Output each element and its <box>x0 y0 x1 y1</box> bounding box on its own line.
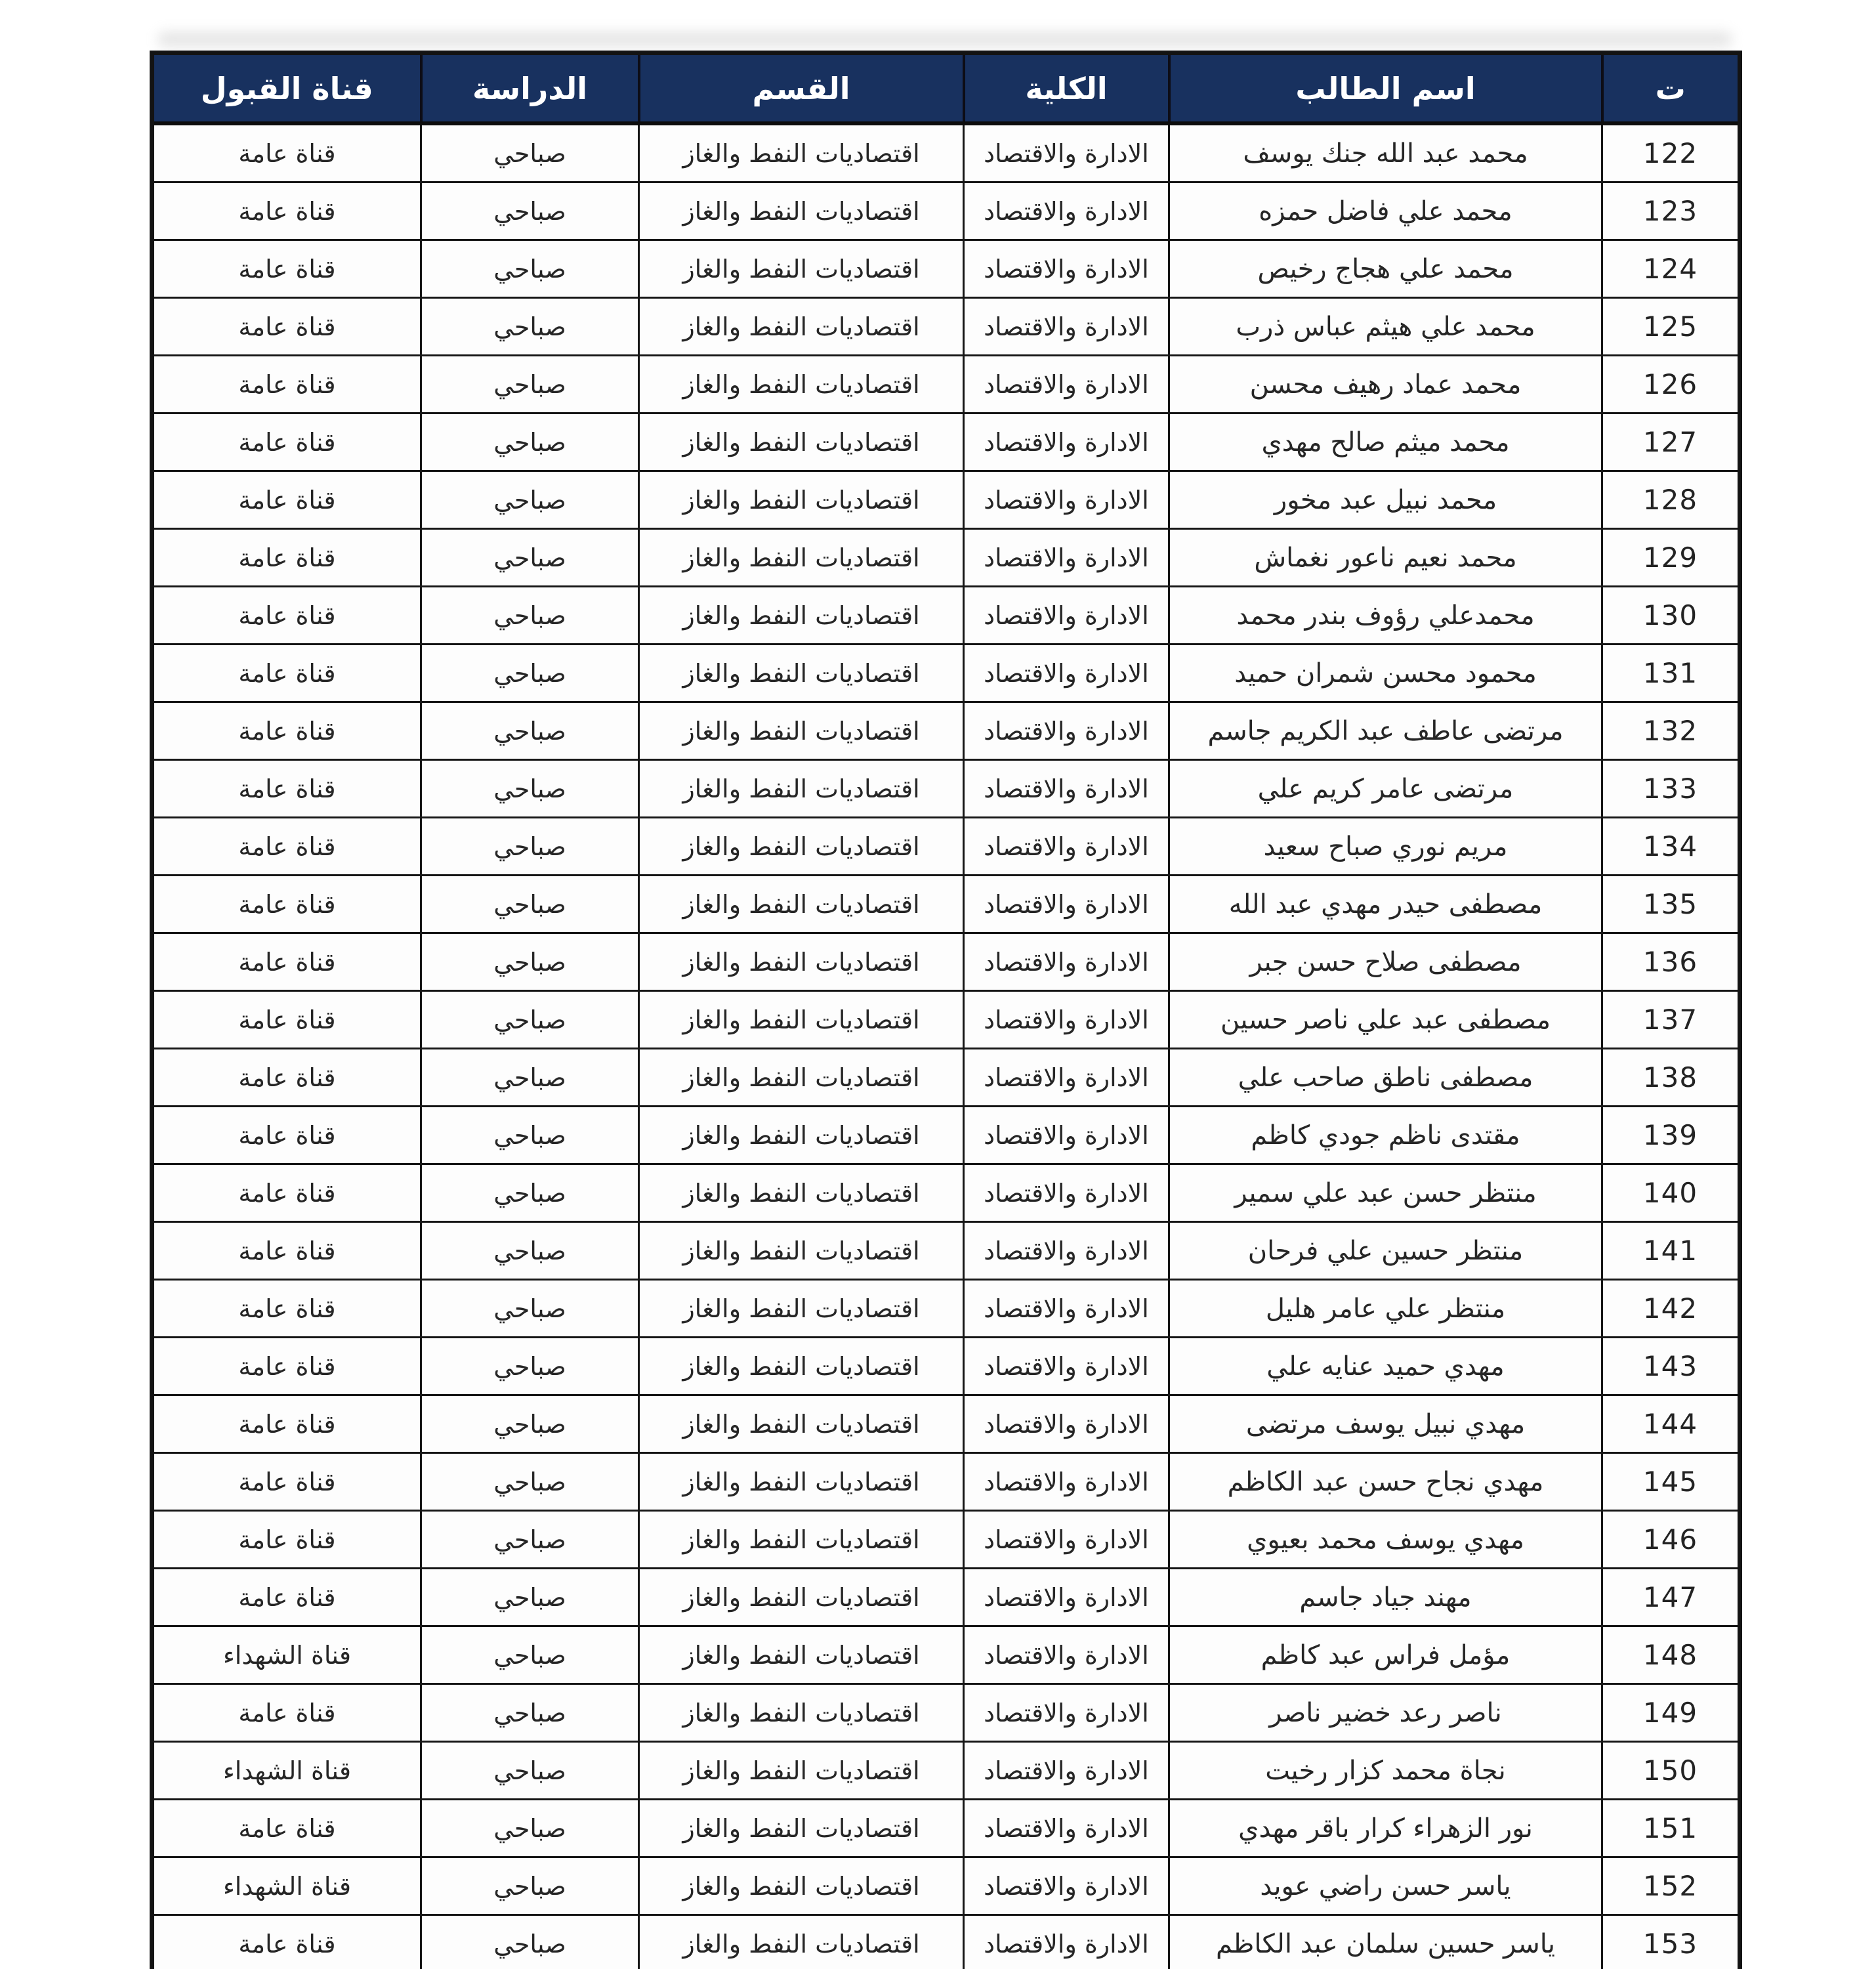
college-cell: الادارة والاقتصاد <box>964 1107 1169 1164</box>
table-row <box>152 1338 1740 1395</box>
admission-channel-cell: قناة عامة <box>152 1684 421 1742</box>
college-cell: الادارة والاقتصاد <box>964 1049 1169 1107</box>
department-cell: اقتصاديات النفط والغاز <box>639 529 964 587</box>
row-index-cell: 149 <box>1602 1684 1740 1742</box>
department-cell: اقتصاديات النفط والغاز <box>639 1164 964 1222</box>
admission-channel-cell: قناة عامة <box>152 413 421 471</box>
college-cell: الادارة والاقتصاد <box>964 933 1169 991</box>
table-row <box>152 1857 1740 1915</box>
study-cell: صباحي <box>421 1280 639 1338</box>
department-cell: اقتصاديات النفط والغاز <box>639 645 964 702</box>
college-cell: الادارة والاقتصاد <box>964 1280 1169 1338</box>
row-index-cell: 124 <box>1602 240 1740 298</box>
department-cell: اقتصاديات النفط والغاز <box>639 1280 964 1338</box>
row-index-cell: 129 <box>1602 529 1740 587</box>
college-cell: الادارة والاقتصاد <box>964 123 1169 182</box>
row-index-cell: 148 <box>1602 1626 1740 1684</box>
student-name-cell: مهدي يوسف محمد بعيوي <box>1169 1511 1602 1569</box>
table-row <box>152 1511 1740 1569</box>
student-name-cell: مصطفى عبد علي ناصر حسين <box>1169 991 1602 1049</box>
study-cell: صباحي <box>421 182 639 240</box>
study-cell: صباحي <box>421 356 639 413</box>
department-cell: اقتصاديات النفط والغاز <box>639 1800 964 1857</box>
student-name-cell: مهند جياد جاسم <box>1169 1569 1602 1626</box>
department-cell: اقتصاديات النفط والغاز <box>639 298 964 356</box>
admission-channel-cell: قناة عامة <box>152 818 421 876</box>
row-index-cell: 130 <box>1602 587 1740 645</box>
study-cell: صباحي <box>421 240 639 298</box>
study-cell: صباحي <box>421 1338 639 1395</box>
department-cell: اقتصاديات النفط والغاز <box>639 1742 964 1800</box>
study-cell: صباحي <box>421 587 639 645</box>
college-cell: الادارة والاقتصاد <box>964 876 1169 933</box>
row-index-cell: 126 <box>1602 356 1740 413</box>
row-index-cell: 151 <box>1602 1800 1740 1857</box>
admission-channel-cell: قناة عامة <box>152 1511 421 1569</box>
table-body <box>152 123 1740 1969</box>
student-name-cell: محمد علي فاضل حمزه <box>1169 182 1602 240</box>
row-index-cell: 144 <box>1602 1395 1740 1453</box>
table-row <box>152 298 1740 356</box>
department-cell: اقتصاديات النفط والغاز <box>639 1857 964 1915</box>
row-index-cell: 122 <box>1602 123 1740 182</box>
study-cell: صباحي <box>421 1569 639 1626</box>
row-index-cell: 146 <box>1602 1511 1740 1569</box>
study-cell: صباحي <box>421 1453 639 1511</box>
student-name-cell: مرتضى عامر كريم علي <box>1169 760 1602 818</box>
row-index-cell: 128 <box>1602 471 1740 529</box>
college-cell: الادارة والاقتصاد <box>964 1338 1169 1395</box>
college-cell: الادارة والاقتصاد <box>964 587 1169 645</box>
admission-channel-cell: قناة عامة <box>152 1338 421 1395</box>
study-cell: صباحي <box>421 1626 639 1684</box>
college-cell: الادارة والاقتصاد <box>964 1800 1169 1857</box>
study-cell: صباحي <box>421 1915 639 1969</box>
row-index-cell: 150 <box>1602 1742 1740 1800</box>
table-row <box>152 471 1740 529</box>
table-row <box>152 529 1740 587</box>
row-index-cell: 140 <box>1602 1164 1740 1222</box>
header-study: الدراسة <box>421 53 639 124</box>
college-cell: الادارة والاقتصاد <box>964 298 1169 356</box>
row-index-cell: 139 <box>1602 1107 1740 1164</box>
department-cell: اقتصاديات النفط والغاز <box>639 1453 964 1511</box>
row-index-cell: 153 <box>1602 1915 1740 1969</box>
table-row <box>152 1684 1740 1742</box>
table-row <box>152 182 1740 240</box>
table-row <box>152 413 1740 471</box>
study-cell: صباحي <box>421 991 639 1049</box>
row-index-cell: 135 <box>1602 876 1740 933</box>
student-name-cell: مهدي حميد عنايه علي <box>1169 1338 1602 1395</box>
table-row <box>152 356 1740 413</box>
row-index-cell: 132 <box>1602 702 1740 760</box>
admission-channel-cell: قناة عامة <box>152 529 421 587</box>
student-name-cell: منتظر حسن عبد علي سمير <box>1169 1164 1602 1222</box>
department-cell: اقتصاديات النفط والغاز <box>639 1915 964 1969</box>
study-cell: صباحي <box>421 413 639 471</box>
student-name-cell: محمد علي هجاج رخيص <box>1169 240 1602 298</box>
study-cell: صباحي <box>421 529 639 587</box>
row-index-cell: 131 <box>1602 645 1740 702</box>
student-name-cell: محمد عبد الله جنك يوسف <box>1169 123 1602 182</box>
admission-channel-cell: قناة عامة <box>152 298 421 356</box>
study-cell: صباحي <box>421 645 639 702</box>
college-cell: الادارة والاقتصاد <box>964 991 1169 1049</box>
study-cell: صباحي <box>421 1395 639 1453</box>
student-name-cell: مهدي نبيل يوسف مرتضى <box>1169 1395 1602 1453</box>
row-index-cell: 147 <box>1602 1569 1740 1626</box>
row-index-cell: 143 <box>1602 1338 1740 1395</box>
header-department: القسم <box>639 53 964 124</box>
department-cell: اقتصاديات النفط والغاز <box>639 933 964 991</box>
college-cell: الادارة والاقتصاد <box>964 1395 1169 1453</box>
admission-channel-cell: قناة عامة <box>152 760 421 818</box>
student-name-cell: ياسر حسين سلمان عبد الكاظم <box>1169 1915 1602 1969</box>
department-cell: اقتصاديات النفط والغاز <box>639 587 964 645</box>
admission-channel-cell: قناة عامة <box>152 1107 421 1164</box>
table-header-row <box>152 53 1740 124</box>
department-cell: اقتصاديات النفط والغاز <box>639 1107 964 1164</box>
department-cell: اقتصاديات النفط والغاز <box>639 471 964 529</box>
college-cell: الادارة والاقتصاد <box>964 760 1169 818</box>
student-name-cell: ياسر حسن راضي عويد <box>1169 1857 1602 1915</box>
header-college: الكلية <box>964 53 1169 124</box>
college-cell: الادارة والاقتصاد <box>964 645 1169 702</box>
college-cell: الادارة والاقتصاد <box>964 1164 1169 1222</box>
row-index-cell: 123 <box>1602 182 1740 240</box>
student-name-cell: محمود محسن شمران حميد <box>1169 645 1602 702</box>
student-name-cell: مرتضى عاطف عبد الكريم جاسم <box>1169 702 1602 760</box>
student-name-cell: منتظر حسين علي فرحان <box>1169 1222 1602 1280</box>
college-cell: الادارة والاقتصاد <box>964 1453 1169 1511</box>
admission-channel-cell: قناة عامة <box>152 702 421 760</box>
study-cell: صباحي <box>421 1049 639 1107</box>
row-index-cell: 142 <box>1602 1280 1740 1338</box>
scan-artifact <box>157 32 1732 47</box>
row-index-cell: 145 <box>1602 1453 1740 1511</box>
department-cell: اقتصاديات النفط والغاز <box>639 413 964 471</box>
study-cell: صباحي <box>421 298 639 356</box>
admission-channel-cell: قناة عامة <box>152 1569 421 1626</box>
table-row <box>152 818 1740 876</box>
table-row <box>152 1915 1740 1969</box>
admission-channel-cell: قناة عامة <box>152 1915 421 1969</box>
table-row <box>152 1107 1740 1164</box>
college-cell: الادارة والاقتصاد <box>964 413 1169 471</box>
row-index-cell: 133 <box>1602 760 1740 818</box>
college-cell: الادارة والاقتصاد <box>964 240 1169 298</box>
table-row <box>152 1395 1740 1453</box>
study-cell: صباحي <box>421 1684 639 1742</box>
row-index-cell: 125 <box>1602 298 1740 356</box>
table-row <box>152 1222 1740 1280</box>
student-name-cell: محمد نبيل عبد مخور <box>1169 471 1602 529</box>
admission-channel-cell: قناة عامة <box>152 182 421 240</box>
department-cell: اقتصاديات النفط والغاز <box>639 1395 964 1453</box>
study-cell: صباحي <box>421 876 639 933</box>
college-cell: الادارة والاقتصاد <box>964 1915 1169 1969</box>
study-cell: صباحي <box>421 1742 639 1800</box>
study-cell: صباحي <box>421 760 639 818</box>
department-cell: اقتصاديات النفط والغاز <box>639 1684 964 1742</box>
student-name-cell: مصطفى صلاح حسن جبر <box>1169 933 1602 991</box>
student-name-cell: محمد ميثم صالح مهدي <box>1169 413 1602 471</box>
table-row <box>152 702 1740 760</box>
header-student-name: اسم الطالب <box>1169 53 1602 124</box>
table-row <box>152 760 1740 818</box>
student-name-cell: محمدعلي رؤوف بندر محمد <box>1169 587 1602 645</box>
row-index-cell: 138 <box>1602 1049 1740 1107</box>
admission-channel-cell: قناة عامة <box>152 991 421 1049</box>
student-name-cell: محمد عماد رهيف محسن <box>1169 356 1602 413</box>
college-cell: الادارة والاقتصاد <box>964 1222 1169 1280</box>
department-cell: اقتصاديات النفط والغاز <box>639 1222 964 1280</box>
study-cell: صباحي <box>421 1511 639 1569</box>
department-cell: اقتصاديات النفط والغاز <box>639 1049 964 1107</box>
department-cell: اقتصاديات النفط والغاز <box>639 1569 964 1626</box>
student-name-cell: منتظر علي عامر هليل <box>1169 1280 1602 1338</box>
row-index-cell: 127 <box>1602 413 1740 471</box>
department-cell: اقتصاديات النفط والغاز <box>639 702 964 760</box>
table-row <box>152 1800 1740 1857</box>
admission-channel-cell: قناة عامة <box>152 123 421 182</box>
admission-channel-cell: قناة الشهداء <box>152 1857 421 1915</box>
department-cell: اقتصاديات النفط والغاز <box>639 240 964 298</box>
admission-channel-cell: قناة عامة <box>152 1280 421 1338</box>
college-cell: الادارة والاقتصاد <box>964 356 1169 413</box>
table-row <box>152 876 1740 933</box>
row-index-cell: 152 <box>1602 1857 1740 1915</box>
study-cell: صباحي <box>421 1164 639 1222</box>
admission-channel-cell: قناة عامة <box>152 1395 421 1453</box>
admission-channel-cell: قناة عامة <box>152 1049 421 1107</box>
table-row <box>152 933 1740 991</box>
admission-channel-cell: قناة عامة <box>152 933 421 991</box>
college-cell: الادارة والاقتصاد <box>964 471 1169 529</box>
department-cell: اقتصاديات النفط والغاز <box>639 1626 964 1684</box>
table-row <box>152 991 1740 1049</box>
student-name-cell: محمد نعيم ناعور نغماش <box>1169 529 1602 587</box>
admission-channel-cell: قناة الشهداء <box>152 1742 421 1800</box>
student-name-cell: نور الزهراء كرار باقر مهدي <box>1169 1800 1602 1857</box>
admission-channel-cell: قناة عامة <box>152 1222 421 1280</box>
table-row <box>152 240 1740 298</box>
admission-channel-cell: قناة عامة <box>152 1164 421 1222</box>
college-cell: الادارة والاقتصاد <box>964 1626 1169 1684</box>
college-cell: الادارة والاقتصاد <box>964 1742 1169 1800</box>
college-cell: الادارة والاقتصاد <box>964 1857 1169 1915</box>
department-cell: اقتصاديات النفط والغاز <box>639 1511 964 1569</box>
table-row <box>152 123 1740 182</box>
college-cell: الادارة والاقتصاد <box>964 702 1169 760</box>
table-row <box>152 645 1740 702</box>
college-cell: الادارة والاقتصاد <box>964 818 1169 876</box>
study-cell: صباحي <box>421 1800 639 1857</box>
table-row <box>152 1453 1740 1511</box>
study-cell: صباحي <box>421 1222 639 1280</box>
students-table <box>150 51 1742 1969</box>
department-cell: اقتصاديات النفط والغاز <box>639 818 964 876</box>
study-cell: صباحي <box>421 1857 639 1915</box>
college-cell: الادارة والاقتصاد <box>964 1511 1169 1569</box>
table-row <box>152 1742 1740 1800</box>
department-cell: اقتصاديات النفط والغاز <box>639 182 964 240</box>
study-cell: صباحي <box>421 818 639 876</box>
admission-channel-cell: قناة الشهداء <box>152 1626 421 1684</box>
admission-channel-cell: قناة عامة <box>152 876 421 933</box>
college-cell: الادارة والاقتصاد <box>964 1569 1169 1626</box>
admission-channel-cell: قناة عامة <box>152 471 421 529</box>
header-admission-channel: قناة القبول <box>152 53 421 124</box>
student-name-cell: مؤمل فراس عبد كاظم <box>1169 1626 1602 1684</box>
admission-channel-cell: قناة عامة <box>152 645 421 702</box>
study-cell: صباحي <box>421 471 639 529</box>
row-index-cell: 141 <box>1602 1222 1740 1280</box>
department-cell: اقتصاديات النفط والغاز <box>639 123 964 182</box>
student-name-cell: محمد علي هيثم عباس ذرب <box>1169 298 1602 356</box>
study-cell: صباحي <box>421 1107 639 1164</box>
admission-channel-cell: قناة عامة <box>152 1800 421 1857</box>
admission-channel-cell: قناة عامة <box>152 356 421 413</box>
study-cell: صباحي <box>421 933 639 991</box>
department-cell: اقتصاديات النفط والغاز <box>639 1338 964 1395</box>
student-name-cell: مقتدى ناظم جودي كاظم <box>1169 1107 1602 1164</box>
student-name-cell: ناصر رعد خضير ناصر <box>1169 1684 1602 1742</box>
department-cell: اقتصاديات النفط والغاز <box>639 760 964 818</box>
department-cell: اقتصاديات النفط والغاز <box>639 876 964 933</box>
row-index-cell: 136 <box>1602 933 1740 991</box>
header-index: ت <box>1602 53 1740 124</box>
table-row <box>152 1569 1740 1626</box>
student-name-cell: مصطفى ناطق صاحب علي <box>1169 1049 1602 1107</box>
student-name-cell: مريم نوري صباح سعيد <box>1169 818 1602 876</box>
table-row <box>152 1164 1740 1222</box>
college-cell: الادارة والاقتصاد <box>964 182 1169 240</box>
college-cell: الادارة والاقتصاد <box>964 529 1169 587</box>
table-row <box>152 1280 1740 1338</box>
study-cell: صباحي <box>421 702 639 760</box>
admission-channel-cell: قناة عامة <box>152 1453 421 1511</box>
row-index-cell: 137 <box>1602 991 1740 1049</box>
college-cell: الادارة والاقتصاد <box>964 1684 1169 1742</box>
admission-channel-cell: قناة عامة <box>152 587 421 645</box>
table-row <box>152 1049 1740 1107</box>
table-row <box>152 587 1740 645</box>
table-row <box>152 1626 1740 1684</box>
student-name-cell: مصطفى حيدر مهدي عبد الله <box>1169 876 1602 933</box>
row-index-cell: 134 <box>1602 818 1740 876</box>
admission-channel-cell: قناة عامة <box>152 240 421 298</box>
study-cell: صباحي <box>421 123 639 182</box>
department-cell: اقتصاديات النفط والغاز <box>639 991 964 1049</box>
student-name-cell: مهدي نجاح حسن عبد الكاظم <box>1169 1453 1602 1511</box>
student-name-cell: نجاة محمد كزار رخيت <box>1169 1742 1602 1800</box>
department-cell: اقتصاديات النفط والغاز <box>639 356 964 413</box>
